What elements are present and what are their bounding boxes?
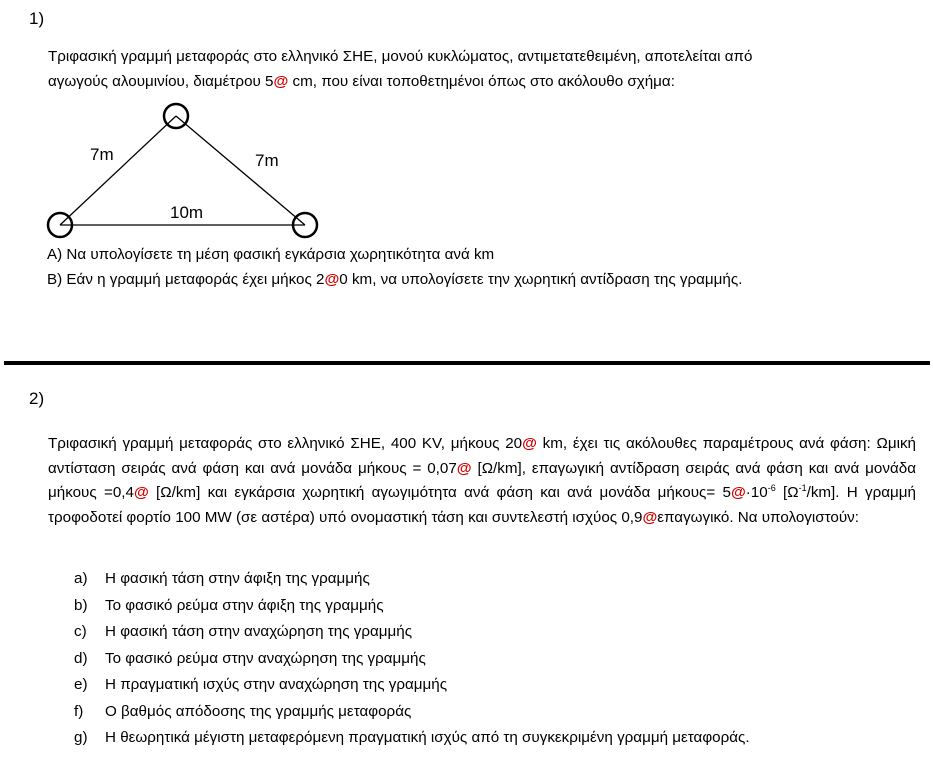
list-item — [74, 672, 750, 699]
placeholder-mark: @ — [324, 270, 340, 288]
question-2-number: 2) — [29, 389, 45, 408]
list-item-text: Η πραγματική ισχύς στην αναχώρηση της γραμμής — [105, 676, 448, 693]
list-marker: f) — [74, 702, 84, 720]
list-marker: e) — [74, 676, 88, 693]
text-segment: αγωγούς αλουμινίου, διαμέτρου 5 — [48, 72, 274, 90]
text-segment: Τριφασική γραμμή μεταφοράς στο ελληνικό ΣΗΕ, 400 KV, μήκους 20 — [48, 435, 523, 452]
label-left-distance: 7m — [90, 145, 114, 164]
list-item-text: Το φασικό ρεύμα στην άφιξη της γραμμής — [105, 596, 384, 614]
question-1-parts — [47, 243, 915, 292]
question-1-number: 1) — [29, 9, 45, 28]
question-2-list — [74, 566, 750, 752]
placeholder-mark: @ — [730, 484, 746, 501]
text-segment: επαγωγικό. Να υπολογιστούν: — [657, 508, 859, 526]
part-a: Α) Να υπολογίσετε τη μέση φασική εγκάρσια χωρητικότητα ανά km — [47, 246, 495, 263]
list-marker: g) — [74, 729, 88, 746]
placeholder-mark: @ — [522, 435, 537, 452]
placeholder-mark: @ — [642, 508, 658, 526]
list-item-text: Η φασική τάση στην άφιξη της γραμμής — [105, 570, 370, 587]
section-divider — [4, 361, 930, 365]
left-span-line — [60, 116, 176, 225]
list-item-text: Η φασική τάση στην αναχώρηση της γραμμής — [105, 623, 413, 640]
placeholder-mark: @ — [456, 459, 472, 477]
text-segment: 0 km, να υπολογίσετε την χωρητική αντίδραση της γραμμής. — [339, 270, 743, 288]
superscript: -6 — [767, 483, 776, 493]
text-segment: ·10 — [745, 484, 768, 501]
placeholder-mark: @ — [273, 72, 289, 90]
part-b — [47, 268, 915, 293]
list-marker: d) — [74, 649, 88, 667]
label-right-distance: 7m — [255, 151, 279, 170]
list-item — [74, 725, 750, 752]
list-item-text: Το φασικό ρεύμα στην αναχώρηση της γραμμής — [105, 649, 426, 667]
text-segment: [Ω/km] και εγκάρσια χωρητική αγωγιμότητα ανά φάση και ανά μονάδα μήκους= 5 — [148, 484, 731, 501]
list-item — [74, 699, 750, 726]
text-segment: [Ω — [775, 484, 799, 501]
question-1-text — [48, 45, 916, 94]
text-segment: [Ω/km], επαγωγική αντίδραση σειράς ανά φάση και ανά μονάδα μήκους =0,4 — [48, 459, 916, 501]
list-item-text: Η θεωρητικά μέγιστη μεταφερόμενη πραγματική ισχύς από τη συγκεκριμένη γραμμή μεταφοράς. — [105, 729, 750, 746]
list-item-text: Ο βαθμός απόδοσης της γραμμής μεταφοράς — [105, 702, 412, 720]
label-base-distance: 10m — [170, 203, 204, 222]
conductor-triangle-diagram — [40, 100, 340, 250]
question-2-text — [48, 432, 916, 530]
list-marker: c) — [74, 623, 87, 640]
placeholder-mark: @ — [133, 484, 149, 501]
list-item — [74, 619, 750, 646]
question-1-line-2 — [48, 70, 916, 95]
text-segment: km, έχει τις ακόλουθες παραμέτρους ανά φάση: Ωμική αντίσταση σειράς ανά φάση και ανά μονάδα μήκους = 0,07 — [48, 435, 916, 477]
list-item — [74, 646, 750, 673]
superscript: -1 — [798, 483, 807, 493]
text-segment: cm, που είναι τοποθετημένοι όπως στο ακόλουθο σχήμα: — [288, 72, 675, 90]
list-item — [74, 593, 750, 620]
list-marker: a) — [74, 570, 88, 587]
list-marker: b) — [74, 596, 88, 614]
text-segment: /km]. Η γραμμή τροφοδοτεί φορτίο 100 MW (σε αστέρα) υπό ονομαστική τάση και συντελεστή ισχύος 0,9 — [48, 484, 916, 526]
text-segment: Β) Εάν η γραμμή μεταφοράς έχει μήκος 2 — [47, 270, 325, 288]
question-1-line-1: Τριφασική γραμμή μεταφοράς στο ελληνικό ΣΗΕ, μονού κυκλώματος, αντιμετατεθειμένη, αποτελείται από — [48, 48, 753, 65]
list-item — [74, 566, 750, 593]
